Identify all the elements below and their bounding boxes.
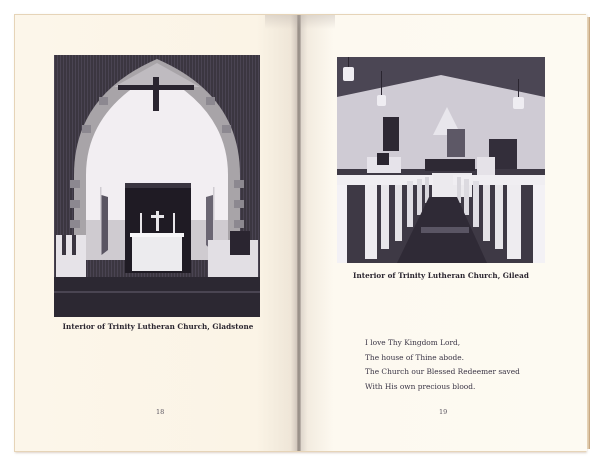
chancel-arch-illustration — [54, 55, 260, 317]
open-booklet — [14, 14, 586, 452]
hymn-verse — [365, 336, 520, 394]
nave-pews-illustration — [337, 57, 545, 263]
photo-gladstone-interior — [54, 55, 260, 317]
verse-line: The Church our Blessed Redeemer saved — [365, 367, 520, 377]
book-spine — [297, 15, 301, 451]
verse-line: With His own precious blood. — [365, 381, 476, 391]
page-number-left: 18 — [156, 408, 165, 416]
spine-shadow — [265, 15, 335, 29]
verse-line: The house of Thine abode. — [365, 352, 465, 362]
verse-line: I love Thy Kingdom Lord, — [365, 338, 461, 347]
photo-caption-gilead: Interior of Trinity Lutheran Church, Gilead — [353, 271, 529, 280]
page-number-right: 19 — [439, 408, 448, 416]
photo-caption-gladstone: Interior of Trinity Lutheran Church, Gladstone — [62, 322, 254, 331]
photo-gilead-interior — [337, 57, 545, 263]
